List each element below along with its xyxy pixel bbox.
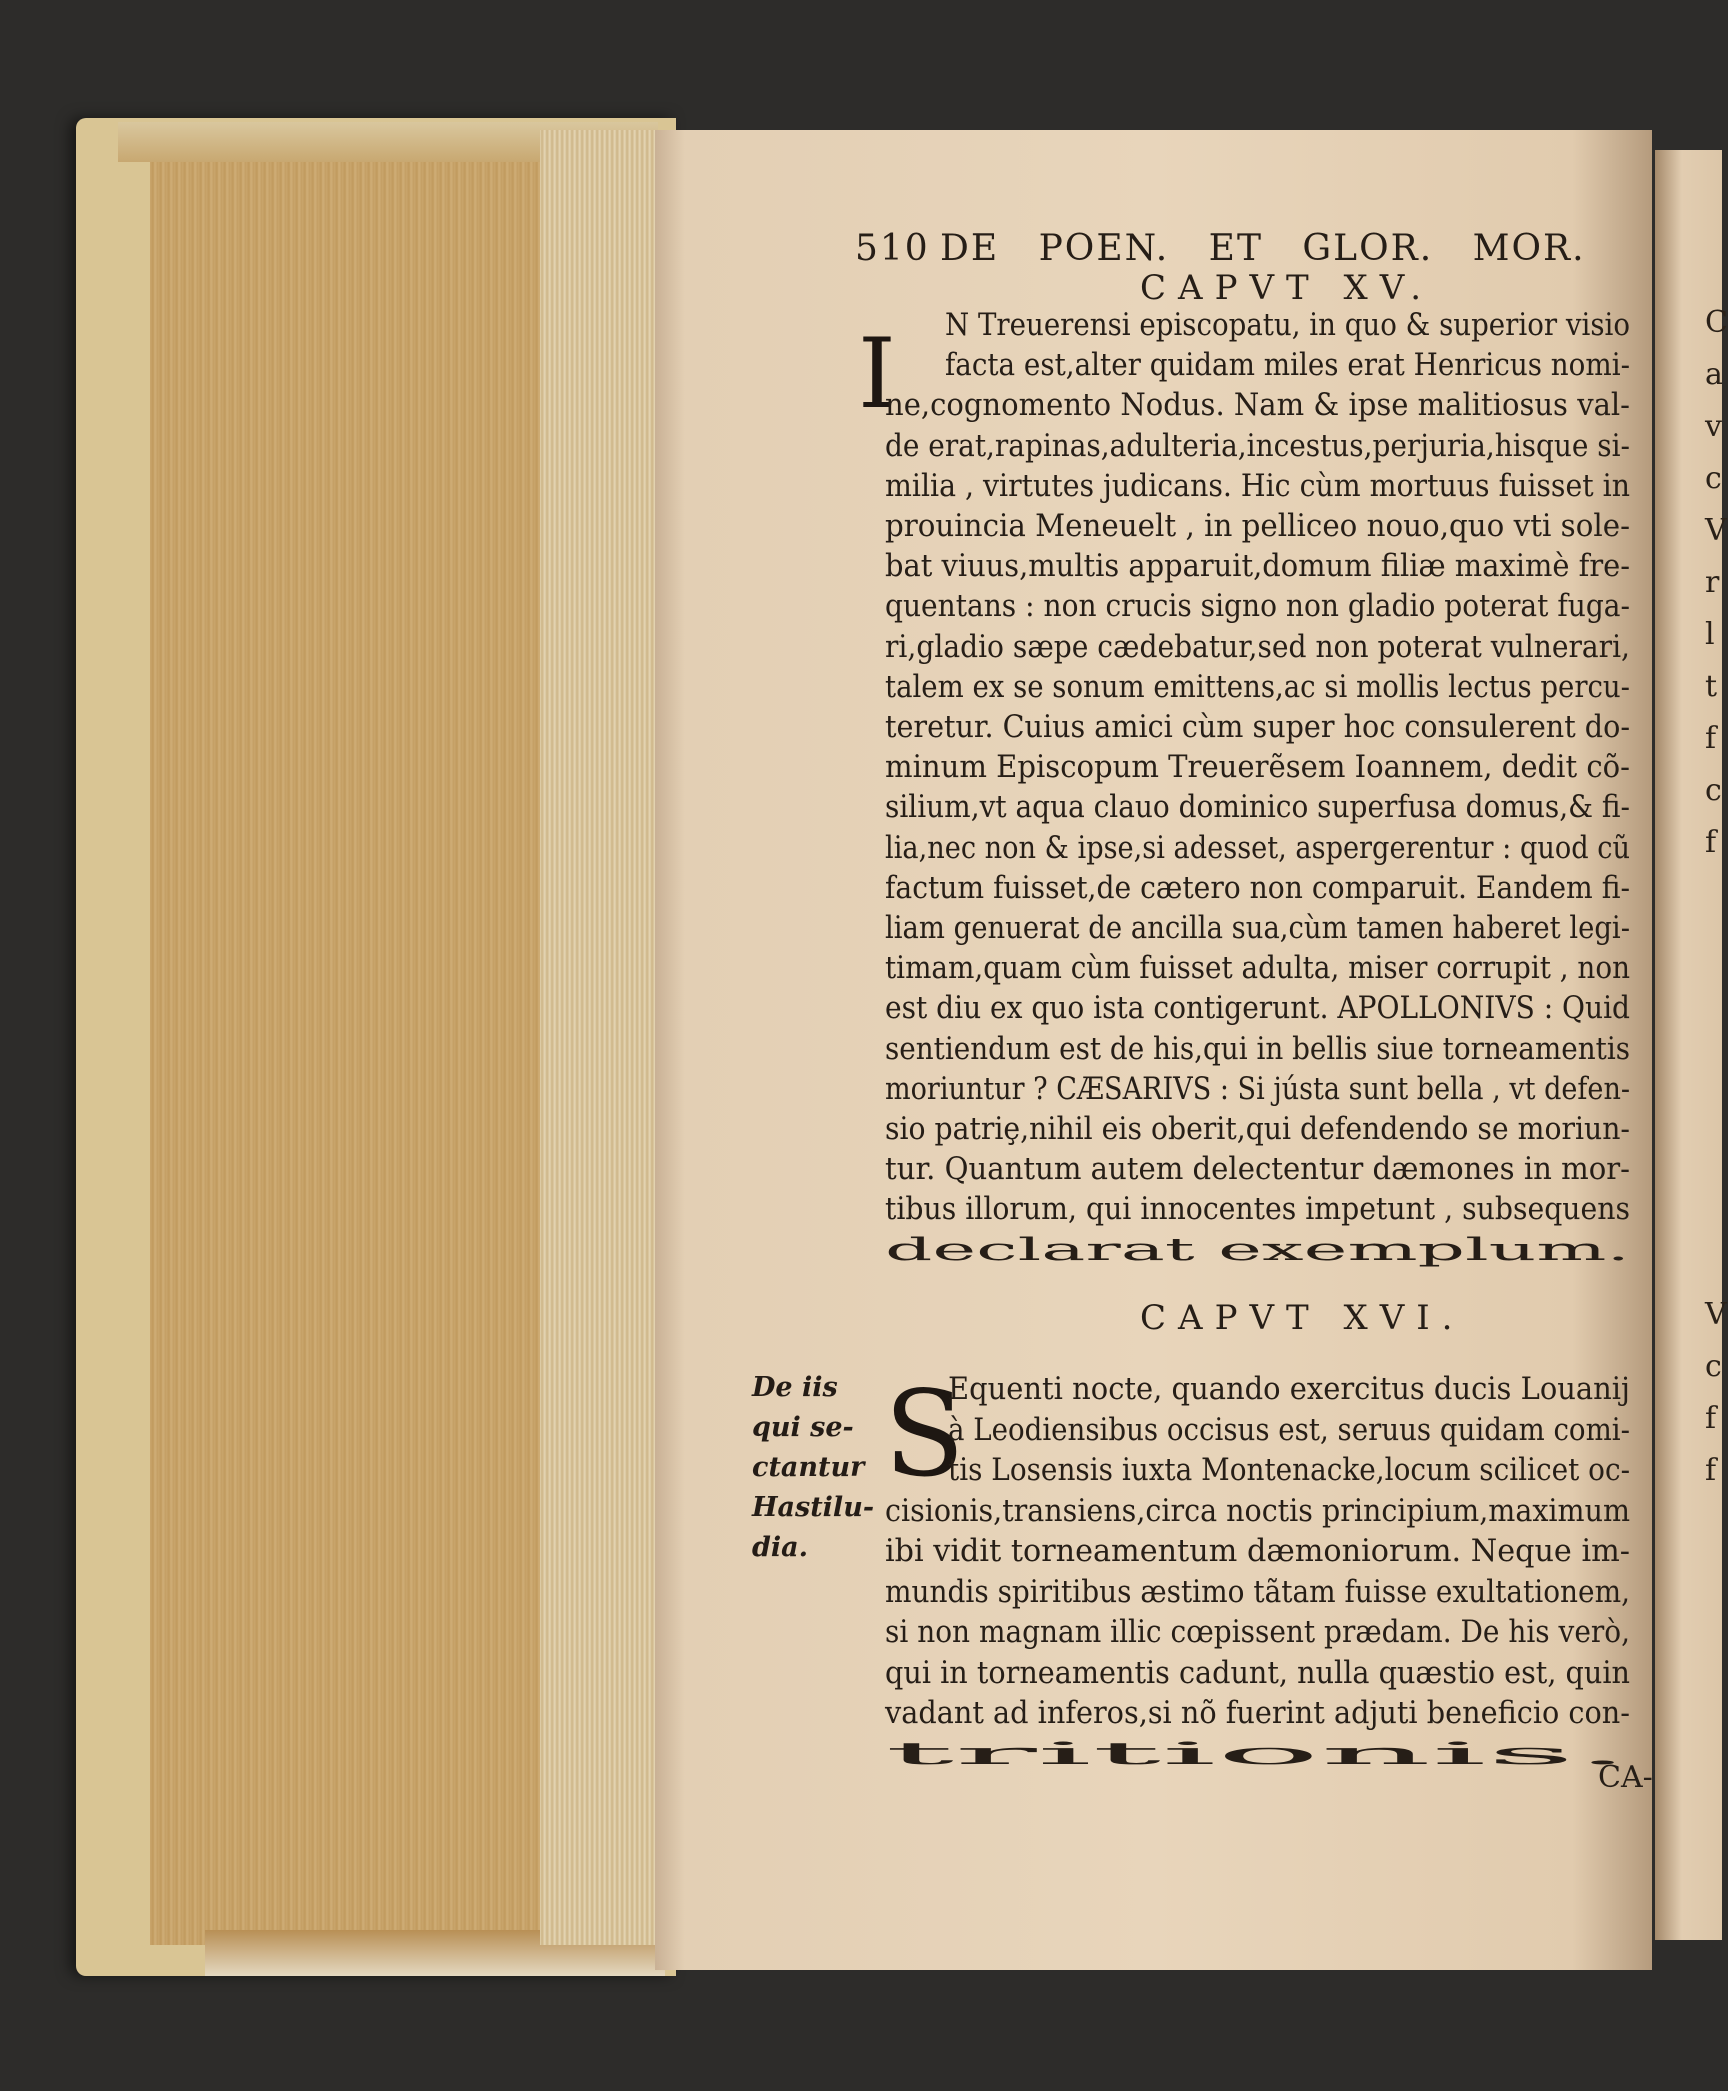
text-line: Equenti nocte, quando exercitus ducis Louanij [948,1372,1630,1407]
text-line: de erat,rapinas,adulteria,incestus,perjuria,hisque si- [885,428,1630,464]
facing-page-letter: v [1705,409,1722,444]
facing-page-letter: a [1705,357,1723,392]
facing-page-letter: l [1705,617,1715,652]
text-line: moriuntur ? CÆSARIVS : Si jústa sunt bella , vt defen- [885,1071,1630,1107]
text-line: N Treuerensi episcopatu, in quo & superior visio [945,308,1630,343]
text-line: declarat exemplum. [885,1232,1630,1268]
facing-page-letter: r [1705,565,1720,600]
text-line: tis Losensis iuxta Montenacke,locum scilicet oc- [948,1453,1630,1488]
text-line: lia,nec non & ipse,si adesset, aspergerentur : quod cũ [885,830,1630,866]
text-line: silium,vt aqua clauo dominico superfusa domus,& fi- [885,790,1630,826]
margin-note-line: Hastilu- [752,1492,875,1523]
facing-page-letter: C [1705,305,1728,340]
text-line: quentans : non crucis signo non gladio poterat fuga- [885,589,1630,625]
text-line: mundis spiritibus æstimo tãtam fuisse exultationem, [885,1574,1630,1610]
text-line: timam,quam cùm fuisset adulta, miser corrupit , non [885,951,1630,987]
text-line: vadant ad inferos,si nõ fuerint adjuti beneficio con- [885,1696,1630,1731]
text-line: factum fuisset,de cætero non comparuit. Eandem fi- [885,870,1630,906]
chapter-16-heading: CAPVT XVI. [1140,1298,1465,1338]
facing-page-letter: V [1705,513,1727,548]
catchword: CA- [1598,1760,1653,1795]
text-line: minum Episcopum Treuerẽsem Ioannem, dedit cõ- [885,750,1630,786]
page-number: 510 [855,228,930,269]
facing-page-letter: f [1705,721,1717,756]
text-line: si non magnam illic cœpissent prædam. De his verò, [885,1615,1630,1650]
text-line: facta est,alter quidam miles erat Henricus nomi- [945,348,1630,384]
facing-page-letter: f [1705,1453,1717,1488]
text-line: cisionis,transiens,circa noctis principium,maximum [885,1493,1630,1529]
text-line: talem ex se sonum emittens,ac si mollis lectus percu- [885,669,1630,705]
text-line: sentiendum est de his,qui in bellis siue torneamentis [885,1031,1630,1067]
margin-note-line: ctantur [752,1452,865,1483]
text-line: tibus illorum, qui innocentes impetunt , subsequens [885,1192,1630,1228]
running-title: DE POEN. ET GLOR. MOR. [940,228,1586,269]
text-line: tur. Quantum autem delectentur dæmones in mor- [885,1152,1630,1188]
text-line: bat viuus,multis apparuit,domum filiæ maximè fre- [885,549,1630,585]
facing-page-letter: c [1705,1349,1722,1384]
facing-page-letter: f [1705,1401,1717,1436]
margin-note-line: qui se- [752,1412,854,1443]
text-line: ne,cognomento Nodus. Nam & ipse malitiosus val- [885,388,1630,424]
text-line: sio patriȩ,nihil eis oberit,qui defendendo se moriun- [885,1112,1630,1147]
text-line: ri,gladio sæpe cædebatur,sed non poterat vulnerari, [885,629,1630,665]
text-line: prouincia Meneuelt , in pelliceo nouo,quo vti sole- [885,509,1630,544]
text-line: ibi vidit torneamentum dæmoniorum. Neque im- [885,1534,1630,1569]
text-line: à Leodiensibus occisus est, seruus quidam comi- [948,1412,1630,1448]
facing-page-letter: c [1705,773,1722,808]
text-line: qui in torneamentis cadunt, nulla quæstio est, quin [885,1655,1630,1691]
text-line: est diu ex quo ista contigerunt. APOLLONIVS : Quid [885,991,1630,1027]
chapter-15-drop-cap: I [858,318,896,430]
text-line: liam genuerat de ancilla sua,cùm tamen haberet legi- [885,911,1630,946]
margin-note-line: De iis [752,1372,838,1403]
text-line: tritionis. [885,1736,1630,1772]
text-line: milia , virtutes judicans. Hic cùm mortuus fuisset in [885,468,1630,504]
facing-page-letter: t [1705,669,1718,704]
facing-page-letter: c [1705,461,1722,496]
gutter-leaves [540,130,658,1945]
chapter-15-heading: CAPVT XV. [1140,268,1434,308]
facing-page-letter: f [1705,825,1717,860]
chapter-16-drop-cap: S [884,1365,965,1503]
facing-page-letter: V [1705,1297,1727,1332]
text-line: teretur. Cuius amici cùm super hoc consulerent do- [885,710,1630,745]
margin-note-line: dia. [752,1532,809,1563]
